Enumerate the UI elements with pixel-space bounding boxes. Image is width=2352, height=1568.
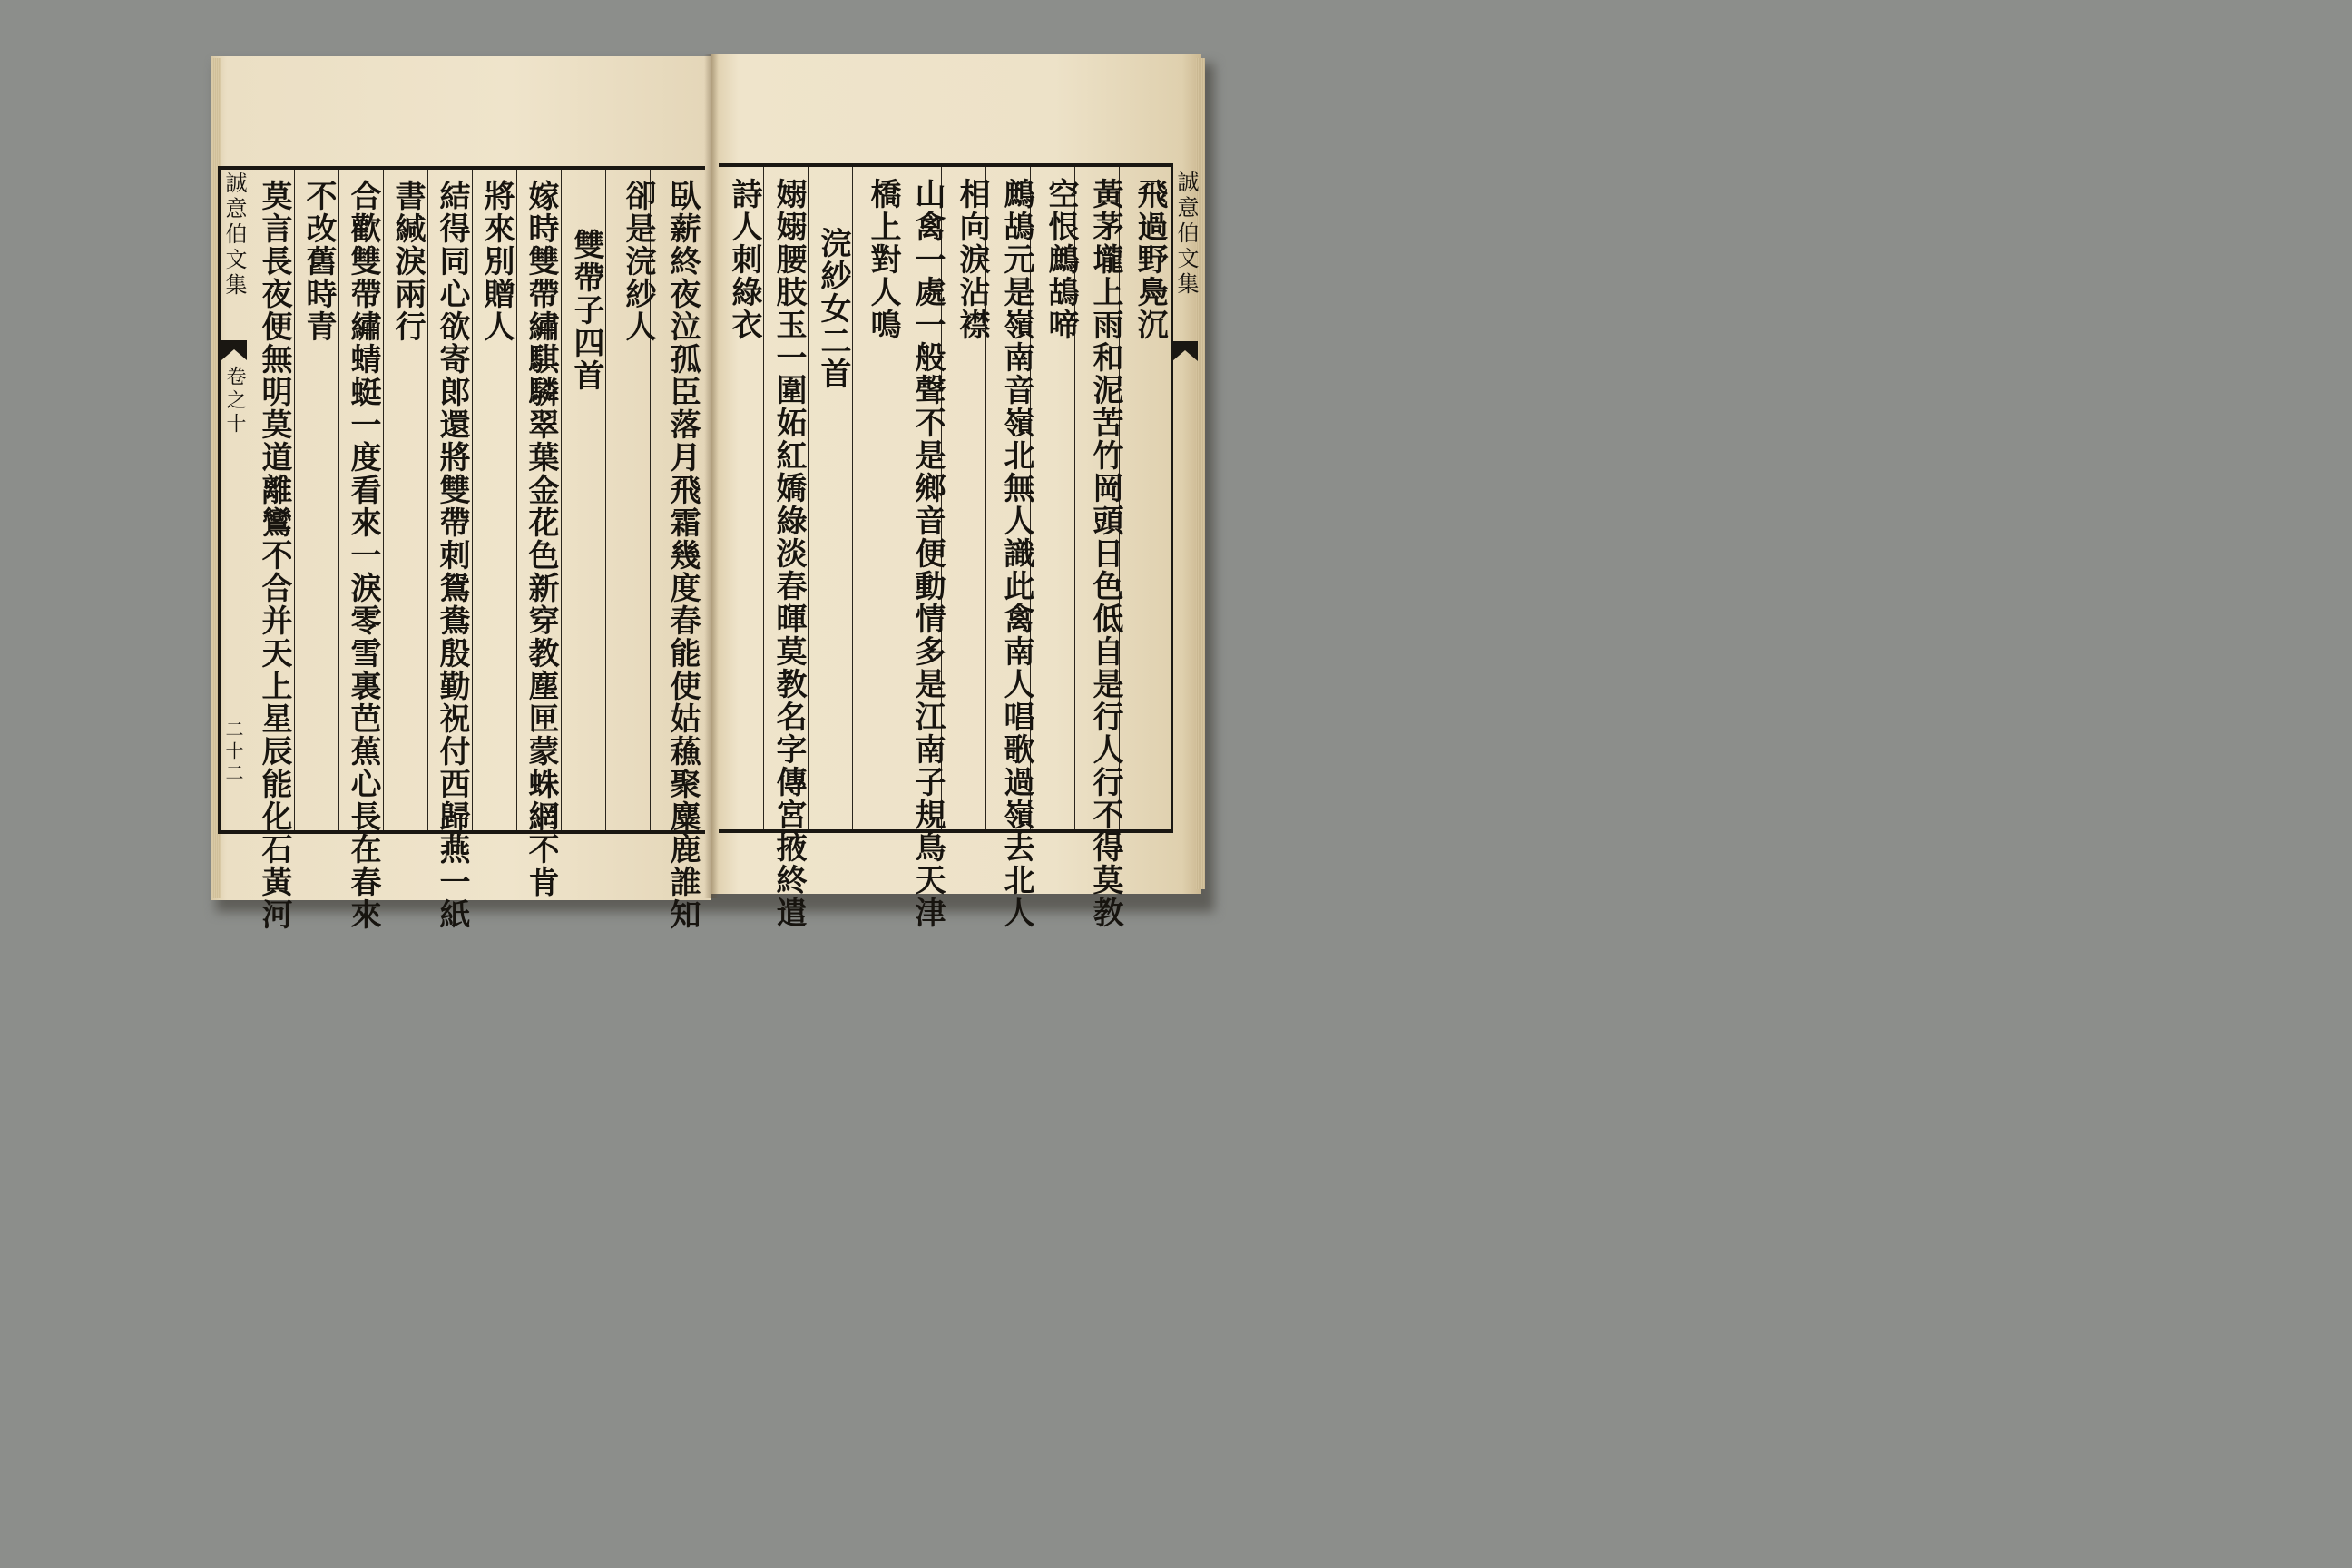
column-rule [472, 170, 473, 830]
book-gutter [704, 54, 719, 898]
text-column: 詩人刺綠衣 [726, 178, 762, 341]
column-rule [605, 170, 606, 830]
poem-title: 雙帶子四首 [568, 229, 604, 392]
column-rule [383, 170, 384, 830]
text-column: 不改舊時青 [300, 180, 337, 343]
text-column: 卻是浣紗人 [620, 180, 656, 343]
text-column: 書緘淚兩行 [389, 180, 426, 343]
text-column: 將來別贈人 [478, 180, 514, 343]
left-page-heart [220, 166, 247, 834]
text-column: 結得同心欲寄郎還將雙帶刺鴛鴦殷勤祝付西歸燕一紙 [434, 180, 470, 931]
column-rule [516, 170, 517, 830]
text-column: 山禽一處一般聲不是鄉音便動情多是江南子規鳥天津 [909, 178, 946, 929]
column-rule [427, 170, 428, 830]
fish-tail-mark-icon [221, 340, 247, 360]
column-rule [294, 170, 295, 830]
fish-tail-mark-icon [1172, 341, 1198, 361]
right-page-heart [1171, 163, 1200, 826]
column-rule [852, 167, 853, 829]
text-column: 黃茅壠上雨和泥苦竹岡頭日色低自是行人行不得莫教 [1087, 178, 1123, 929]
text-column: 相向淚沾襟 [954, 178, 990, 341]
text-column: 合歡雙帶繡蜻蜓一度看來一淚零雪裏芭蕉心長在春來 [345, 180, 381, 931]
left-leaf-number: 二十二 [222, 720, 244, 785]
text-column: 莫言長夜便無明莫道離鸞不合并天上星辰能化石黃河 [256, 180, 292, 931]
text-column: 嫋嫋腰肢玉一圍妬紅嬌綠淡春暉莫教名字傳宮掖終遣 [770, 178, 807, 929]
text-column: 空恨鷓鴣啼 [1043, 178, 1079, 341]
column-rule [561, 170, 562, 830]
text-column: 臥薪終夜泣孤臣落月飛霜幾度春能使姑蘓聚麋鹿誰知 [664, 180, 701, 931]
text-column: 鷓鴣元是嶺南音嶺北無人識此禽南人唱歌過嶺去北人 [998, 178, 1034, 929]
poem-title: 浣紗女二首 [815, 227, 851, 390]
column-rule [338, 170, 339, 830]
text-column: 嫁時雙帶繡騏驎翠葉金花色新穿教塵匣蒙蛛網不肯 [523, 180, 559, 898]
text-column: 飛過野鳧沉 [1132, 178, 1168, 341]
left-volume-label: 卷之十 [223, 366, 246, 436]
left-book-title: 誠意伯文集 [221, 172, 247, 299]
column-rule [763, 167, 764, 829]
right-book-title: 誠意伯文集 [1173, 171, 1199, 298]
text-column: 橋上對人鳴 [865, 178, 901, 341]
